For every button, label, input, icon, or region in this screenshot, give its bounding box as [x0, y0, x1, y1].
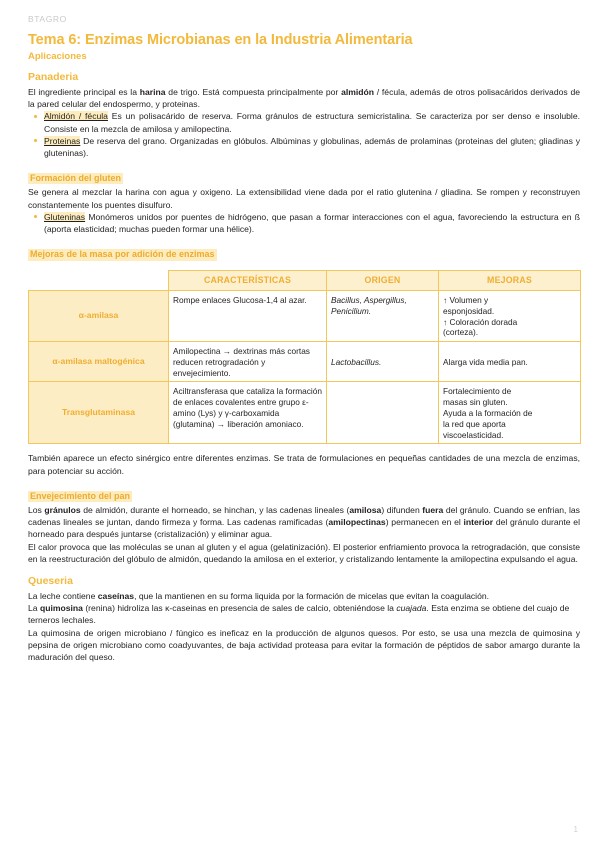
text-run: del gránulo durante el horneado para después juntarse (cristalización) y eliminar agua. — [28, 517, 580, 540]
queseria-paragraph-1 — [28, 590, 580, 602]
highlighted-term: Almidón / fécula — [44, 111, 108, 122]
cell-line: Lactobacillus. — [331, 356, 382, 367]
table-cell-origen — [327, 342, 439, 382]
enzymes-table — [28, 270, 581, 445]
table-header-mejoras: MEJORAS — [439, 270, 581, 290]
bold-term-harina: harina — [139, 87, 166, 97]
document-kicker: BTAGRO — [28, 14, 67, 24]
cell-line: ↑ Coloración dorada — [443, 316, 518, 327]
subsection-heading-envejecimiento: Envejecimiento del pan — [30, 490, 131, 501]
table-cell-origen — [327, 290, 439, 341]
bullet-dot-icon — [34, 215, 37, 218]
page-number: 1 — [573, 825, 578, 834]
origen-lines — [331, 357, 434, 368]
table-header-caracteristicas: CARACTERÍSTICAS — [169, 270, 327, 290]
cell-line: Bacillus, Aspergillus, — [331, 294, 407, 305]
cell-line: ↑ Volumen y — [443, 294, 489, 305]
cell-line: Fortalecimiento de — [443, 386, 512, 397]
table-body — [29, 290, 581, 443]
text-run: Los — [28, 504, 45, 515]
text-run: La leche contiene — [28, 591, 98, 601]
table-header-blank — [29, 270, 169, 290]
subsection-heading-gluten: Formación del gluten — [30, 173, 122, 184]
subsection-mejoras — [28, 244, 580, 262]
bold-term-fuera: fuera — [422, 504, 444, 515]
origen-lines — [331, 295, 434, 317]
cell-line: (corteza). — [443, 327, 479, 338]
cell-line: Ayuda a la formación de — [443, 407, 533, 418]
text-run: Monómeros unidos por puentes de hidrógeno, que pasan a formar interacciones con el agua, favoreciendo la estructura en ß (aporta elasticidad; muchas pueden formar una hélice). — [44, 211, 580, 235]
queseria-paragraph-3: La quimosina de origen microbiano / fúngico es ineficaz en la producción de algunos quesos. Por esto, se usa una mezcla de quimosina y pepsina de origen microbiano como coadyuvantes, de baja actividad proteasa para evitar la formación de péptidos de sabor amargo durante la maduración del queso. — [28, 627, 580, 663]
cell-line: la red que aporta — [443, 418, 506, 429]
list-item — [28, 135, 580, 159]
table-cell-mejoras — [439, 342, 581, 382]
cell-line: viscoelasticidad. — [443, 429, 504, 440]
gluten-bullet-list — [28, 211, 580, 235]
mejoras-after-table-paragraph: También aparece un efecto sinérgico entre diferentes enzimas. Se trata de formulaciones en pequeñas cantidades de una mezcla de enzimas, para potenciar su acción. — [28, 453, 580, 476]
text-run: De reserva del grano. Organizadas en glóbulos. Albúminas y globulinas, además de prolaminas (proteinas del gluten; gliadinas y gluteninas). — [44, 135, 580, 159]
cell-line: Alarga vida media pan. — [443, 356, 528, 367]
bold-term-amilopectinas: amilopectinas — [328, 517, 386, 528]
queseria-paragraph-2 — [28, 602, 580, 626]
section-heading-panaderia: Panaderia — [28, 71, 79, 83]
bold-term-granulos: gránulos — [44, 504, 81, 515]
cell-line: esponjosidad. — [443, 305, 495, 316]
bold-term-caseinas: caseínas — [97, 591, 135, 601]
list-item — [28, 110, 580, 134]
subsection-heading-mejoras: Mejoras de la masa por adición de enzimas — [30, 249, 215, 260]
table-cell-mejoras — [439, 290, 581, 341]
page-title: Tema 6: Enzimas Microbianas en la Industria Alimentaria — [28, 32, 413, 48]
table-cell-enzyme: α-amilasa — [29, 290, 169, 341]
highlighted-term: Gluteninas — [44, 211, 86, 222]
text-run: . Esta enzima se obtiene del cuajo de terneros lechales. — [28, 603, 570, 626]
table-cell-caracteristicas: Aciltransferasa que cataliza la formación de enlaces covalentes entre grupo ε-amino (Lys) y γ-carboxamida (glutamina) → liberación amoniaco. — [169, 382, 327, 444]
text-run: ) permanecen en el — [385, 517, 464, 528]
table-row — [29, 382, 581, 444]
gluten-paragraph: Se genera al mezclar la harina con agua y oxigeno. La extensibilidad viene dada por el ratio glutenina / gliadina. Se rompen y reconstruyen constantemente los puentes disulfuro. — [28, 187, 580, 210]
table-cell-enzyme: Transglutaminasa — [29, 382, 169, 444]
bullet-dot-icon — [34, 139, 37, 142]
subsection-envejecimiento — [28, 486, 580, 504]
table-row — [29, 342, 581, 382]
text-run: ) difunden — [381, 504, 423, 515]
list-item — [28, 211, 580, 235]
table-row — [29, 290, 581, 341]
text-run: , que la mantienen en su forma liquida por la formación de micelas que evitan la coagulación. — [134, 591, 490, 601]
text-run: de almidón, durante el horneado, se hinchan, y las cadenas lineales ( — [80, 504, 350, 515]
envejecimiento-paragraph-1 — [28, 504, 580, 541]
bold-term-interior: interior — [463, 517, 494, 528]
bold-term-amilosa: amilosa — [349, 504, 382, 515]
section-heading-queseria: Queseria — [28, 575, 73, 587]
page-subtitle: Aplicaciones — [28, 51, 87, 62]
text-run: Es un polisacárido de reserva. Forma gránulos de estructura semicristalina. Se caracteriza por ser denso e insoluble. Consiste en la mezcla de amilosa y amilopectina. — [44, 111, 580, 134]
text-run: de trigo. Está compuesta principalmente por — [165, 87, 342, 97]
cell-line: Penicilium. — [331, 305, 372, 316]
table-cell-caracteristicas: Rompe enlaces Glucosa-1,4 al azar. — [169, 290, 327, 341]
table-cell-mejoras — [439, 382, 581, 444]
text-run: del gránulo. Cuando se enfrian, las cadenas lineales se juntan, dando firmeza y forma. Las cadenas ramificadas ( — [28, 504, 580, 528]
text-run: (renina) hidroliza las κ-caseinas en presencia de sales de calcio, obteniéndose la — [82, 603, 397, 614]
bold-term-almidon: almidón — [341, 87, 375, 97]
text-run: / fécula, además de otros polisacáridos derivados de la pared celular del endospermo, y proteinas. — [28, 87, 581, 110]
cell-line: masas sin gluten. — [443, 397, 508, 408]
bullet-dot-icon — [34, 115, 37, 118]
table-cell-enzyme: α-amilasa maltogénica — [29, 342, 169, 382]
highlighted-term: Proteinas — [44, 135, 81, 146]
envejecimiento-paragraph-2: El calor provoca que las moléculas se unan al gluten y el agua (gelatinización). El posterior enfriamiento provoca la retrogradación, que consiste en la reestructuración del glóbulo de almidón, quedando la amilosa en el exterior, y cristalizando lentamente la amilopectina expulsando el agua. — [28, 541, 580, 564]
text-run: La — [28, 603, 40, 614]
subsection-gluten — [28, 168, 580, 186]
table-cell-origen — [327, 382, 439, 444]
table-header-row — [29, 270, 581, 290]
text-run: El ingrediente principal es la — [28, 87, 140, 97]
italic-term-cuajada: cuajada — [396, 603, 427, 614]
panaderia-bullet-list — [28, 110, 580, 159]
bold-term-quimosina: quimosina — [39, 603, 83, 614]
table-header-origen: ORIGEN — [327, 270, 439, 290]
panaderia-intro-paragraph — [28, 86, 580, 110]
table-cell-caracteristicas: Amilopectina → dextrinas más cortas reducen retrogradación y envejecimiento. — [169, 342, 327, 382]
